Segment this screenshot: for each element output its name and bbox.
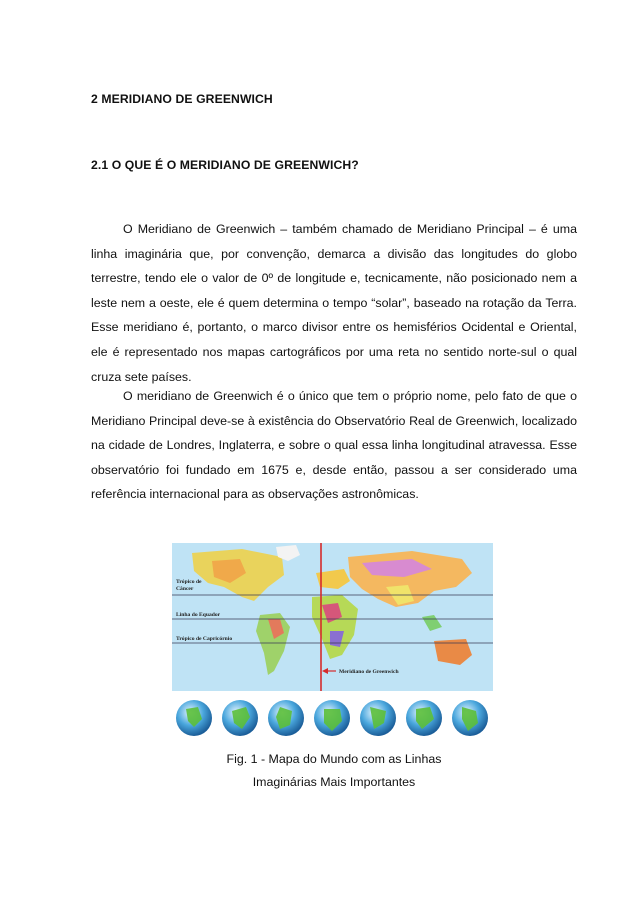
label-equator: Linha do Equador: [176, 612, 221, 618]
figure-caption-line-1: Fig. 1 - Mapa do Mundo com as Linhas: [226, 752, 442, 766]
globes-row: [176, 700, 488, 736]
paragraph-2: O meridiano de Greenwich é o único que tem o próprio nome, pelo fato de que o Meridiano Principal deve-se à existência do Observatório Real de Greenwich, localizado na cidade de Londres, Inglaterra, e sobre o qual essa linha longitudinal atravessa. Esse observatório foi fundado em 1675 e, desde então, passou a ser considerado uma referência internacional para as observações astronômicas.: [91, 389, 577, 502]
figure-caption-line-2: Imaginárias Mais Importantes: [252, 775, 416, 789]
label-tropic-capricorn: Trópico de Capricórnio: [176, 636, 233, 642]
section-heading: 2 MERIDIANO DE GREENWICH: [91, 92, 273, 106]
label-tropic-cancer-2: Câncer: [176, 586, 194, 592]
world-map-image: [172, 543, 493, 741]
world-map-figure: [172, 543, 493, 741]
paragraph-1: O Meridiano de Greenwich – também chamado de Meridiano Principal – é uma linha imaginária que, por convenção, demarca a divisão das longitudes do globo terrestre, tendo ele o valor de 0º de longitude e, tecnicamente, não posicionado nem a leste nem a oeste, ele é quem determina o tempo “solar”, baseado na rotação da Terra. Esse meridiano é, portanto, o marco divisor entre os hemisférios Ocidental e Oriental, ele é representado nos mapas cartográficos por uma reta no sentido norte-sul o qual cruza sete países.: [91, 222, 577, 384]
label-tropic-cancer-1: Trópico de: [176, 579, 202, 585]
label-greenwich-meridian: Meridiano de Greenwich: [339, 669, 399, 675]
subsection-heading: 2.1 O QUE É O MERIDIANO DE GREENWICH?: [91, 158, 359, 172]
